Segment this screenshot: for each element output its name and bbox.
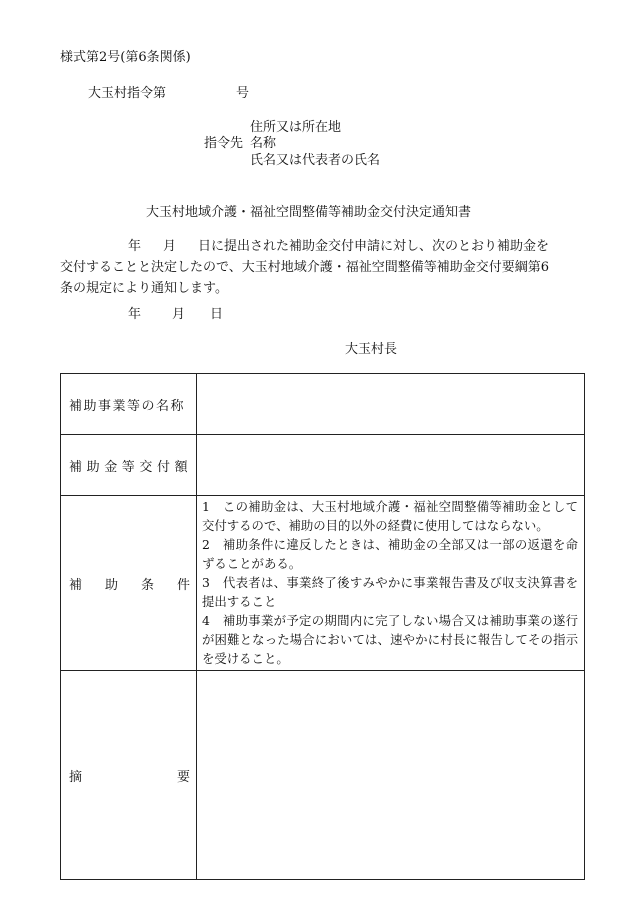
condition-3: 3 代表者は、事業終了後すみやかに事業報告書及び収支決算書を提出すること: [202, 575, 578, 609]
representative-label: 氏名又は代表者の氏名: [250, 153, 381, 168]
body-year: 年: [128, 239, 142, 254]
body-line-2: 交付することと決定したので、大玉村地域介護・福祉空間整備等補助金交付要綱第6: [60, 260, 550, 275]
body-month: 月: [163, 239, 177, 254]
grant-amount-row: [61, 435, 585, 496]
project-name-value[interactable]: [197, 374, 585, 435]
body-day-line: 日に提出された補助金交付申請に対し、次のとおり補助金を: [198, 239, 550, 254]
grant-details-table: [60, 373, 585, 880]
remarks-row: [61, 671, 585, 880]
directive-to-label: 指令先: [204, 136, 244, 151]
issue-date-year: 年: [128, 307, 142, 322]
project-name-label: 補助事業等の名称: [61, 374, 197, 435]
conditions-text: [197, 496, 585, 671]
issue-date-day: 日: [210, 307, 224, 322]
form-number: 様式第2号(第6条関係): [60, 50, 191, 65]
condition-1: 1 この補助金は、大玉村地域介護・福祉空間整備等補助金として交付するので、補助の目的以外の経費に使用してはならない。: [202, 499, 578, 533]
issuer-name: 大玉村長: [345, 342, 398, 357]
condition-4: 4 補助事業が予定の期間内に完了しない場合又は補助事業の遂行が困難となった場合においては、速やかに村長に報告してその指示を受けること。: [202, 613, 578, 666]
condition-2: 2 補助条件に違反したときは、補助金の全部又は一部の返還を命ずることがある。: [202, 537, 578, 571]
conditions-label: 補 助 条 件: [61, 496, 197, 671]
conditions-row: [61, 496, 585, 671]
body-line-3: 条の規定により通知します。: [60, 281, 228, 296]
address-label: 住所又は所在地: [250, 120, 342, 135]
remarks-value[interactable]: [197, 671, 585, 880]
document-title: 大玉村地域介護・福祉空間整備等補助金交付決定通知書: [146, 205, 472, 220]
issue-date-month: 月: [172, 307, 186, 322]
directive-number-prefix: 大玉村指令第: [88, 86, 167, 101]
grant-amount-label: 補助金等交付額: [61, 435, 197, 496]
notice-body: [60, 236, 586, 299]
remarks-label: 摘 要: [61, 671, 197, 880]
grant-amount-value[interactable]: [197, 435, 585, 496]
project-name-row: [61, 374, 585, 435]
directive-number-suffix: 号: [236, 86, 250, 101]
name-label: 名称: [250, 136, 277, 151]
